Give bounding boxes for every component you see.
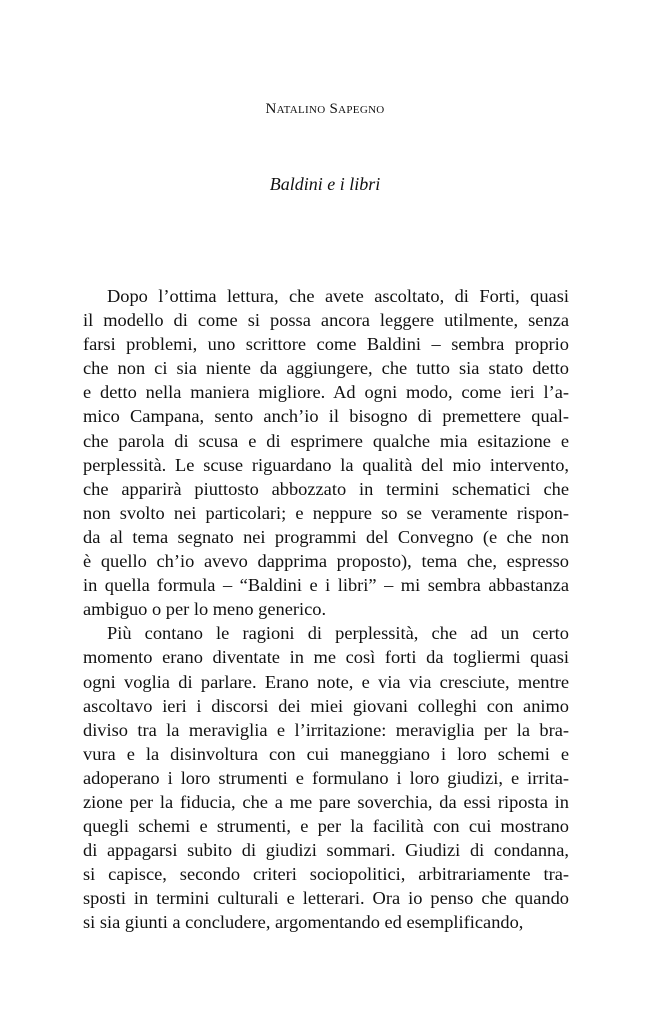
- text-line: che apparirà piuttosto abbozzato in termini schematici che: [83, 478, 569, 499]
- chapter-title: Baldini e i libri: [269, 174, 381, 194]
- text-line: in quella formula – “Baldini e i libri” – mi sembra abbastanza: [83, 575, 569, 596]
- text-line: che parola di scusa e di esprimere qualche mia esitazione e: [83, 430, 569, 451]
- text-line: quegli schemi e strumenti, e per la facilità con cui mostrano: [83, 816, 569, 837]
- text-line: ascoltavo ieri i discorsi dei miei giovani colleghi con animo: [83, 695, 569, 716]
- text-line: zione per la fiducia, che a me pare soverchia, da essi riposta in: [83, 791, 569, 812]
- text-line: non svolto nei particolari; e neppure so se veramente rispon-: [83, 502, 569, 523]
- body-text: [83, 284, 569, 935]
- text-line: vura e la disinvoltura con cui maneggiano i loro schemi e: [83, 743, 569, 764]
- text-line: Più contano le ragioni di perplessità, che ad un certo: [107, 623, 569, 644]
- text-line: adoperano i loro strumenti e formulano i loro giudizi, e irrita-: [83, 767, 569, 788]
- text-line: di appagarsi subito di giudizi sommari. Giudizi di condanna,: [83, 840, 569, 861]
- text-line: si capisce, secondo criteri sociopolitici, arbitrariamente tra-: [83, 864, 569, 885]
- text-line: Dopo l’ottima lettura, che avete ascoltato, di Forti, quasi: [107, 286, 569, 306]
- text-line: perplessità. Le scuse riguardano la qualità del mio intervento,: [83, 454, 569, 475]
- paragraph-2: [83, 621, 569, 934]
- text-line: diviso tra la meraviglia e l’irritazione: meraviglia per la bra-: [83, 719, 569, 740]
- text-line: e detto nella maniera migliore. Ad ogni modo, come ieri l’a-: [83, 382, 569, 403]
- text-line: mico Campana, sento anch’io il bisogno di premettere qual-: [83, 406, 569, 427]
- paragraph-1: [83, 284, 569, 621]
- text-line: sposti in termini culturali e letterari. Ora io penso che quando: [83, 888, 569, 909]
- text-line: ogni voglia di parlare. Erano note, e via via cresciute, mentre: [83, 671, 569, 692]
- text-line: momento erano diventate in me così forti da togliermi quasi: [83, 647, 569, 668]
- text-line: che non ci sia niente da aggiungere, che tutto sia stato detto: [83, 358, 569, 379]
- author-name: Natalino Sapegno: [265, 101, 385, 117]
- text-line: da al tema segnato nei programmi del Convegno (e che non: [83, 526, 569, 547]
- text-line: farsi problemi, uno scrittore come Baldini – sembra proprio: [83, 334, 569, 355]
- text-line: il modello di come si possa ancora leggere utilmente, senza: [83, 310, 569, 331]
- text-line: ambiguo o per lo meno generico.: [83, 599, 327, 620]
- text-line: è quello ch’io avevo dapprima proposto), tema che, espresso: [83, 551, 569, 572]
- text-line: si sia giunti a concludere, argomentando ed esemplificando,: [83, 912, 524, 933]
